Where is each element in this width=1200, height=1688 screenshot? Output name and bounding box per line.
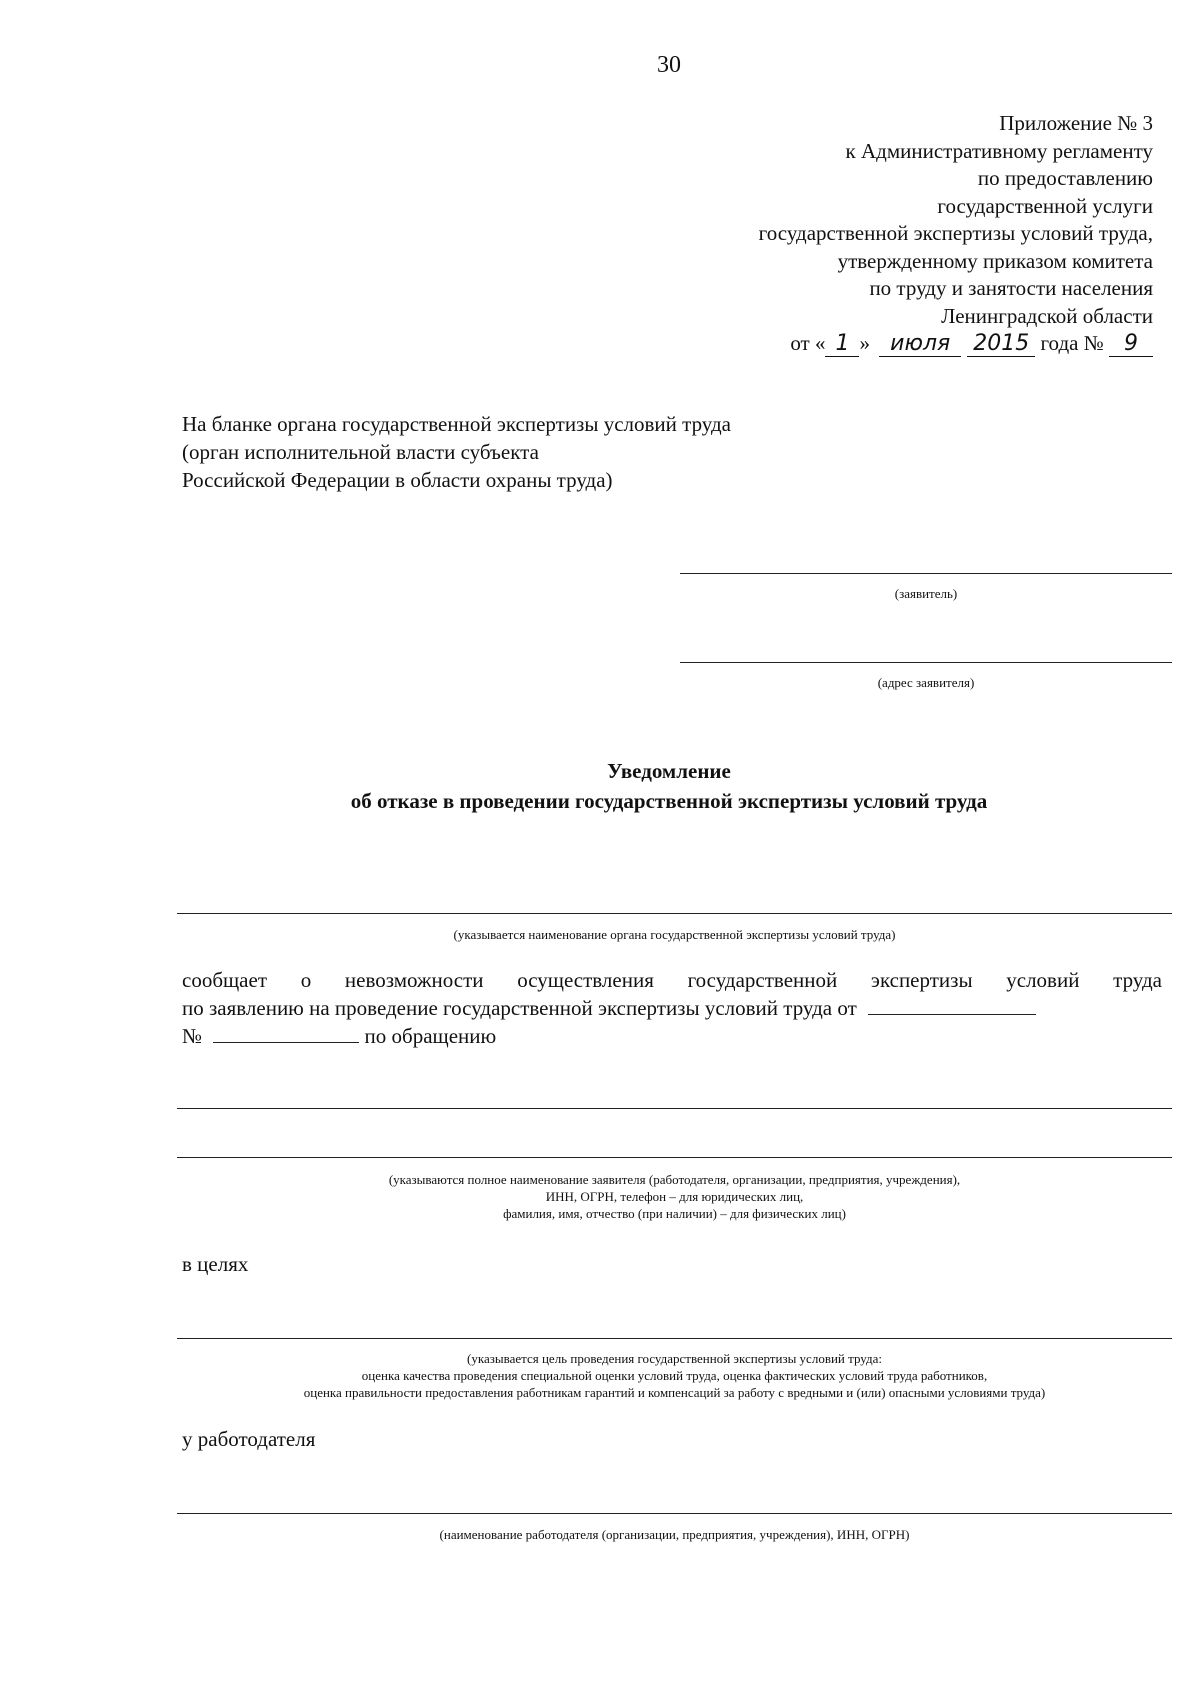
application-number-blank — [213, 1022, 359, 1043]
organ-field-line — [177, 913, 1172, 914]
body-line: сообщает о невозможности осуществления государственной экспертизы условий труда — [182, 968, 1162, 992]
purpose-field-line — [177, 1338, 1172, 1339]
appendix-line: государственной экспертизы условий труда, — [758, 221, 1153, 245]
caption-line: оценка качества проведения специальной оценки условий труда, оценка фактических условий труда работников, — [361, 1368, 988, 1383]
handwritten-order-number: 9 — [1109, 332, 1153, 357]
letterhead-note — [182, 410, 731, 494]
body-line — [182, 994, 1162, 1022]
body-paragraph — [182, 967, 1162, 1050]
body-line-text: по заявлению на проведение государственной экспертизы условий труда от — [182, 996, 857, 1020]
applicant-name-line-2 — [177, 1157, 1172, 1158]
organ-caption: (указывается наименование органа государственной экспертизы условий труда) — [453, 927, 896, 942]
address-field-line — [680, 662, 1172, 663]
date-suffix: года № — [1040, 331, 1104, 355]
document-title — [0, 756, 1200, 816]
order-date-line — [759, 330, 1153, 358]
appendix-line: к Административному регламенту — [845, 138, 1153, 163]
caption-line: фамилия, имя, отчество (при наличии) – для физических лиц) — [503, 1206, 846, 1221]
employer-label: у работодателя — [182, 1427, 316, 1451]
handwritten-year: 2015 — [967, 332, 1035, 357]
purpose-label: в целях — [182, 1252, 249, 1276]
appendix-line: по предоставлению — [977, 166, 1153, 190]
applicant-name-line-1 — [177, 1108, 1172, 1109]
letterhead-line: (орган исполнительной власти субъекта — [182, 440, 539, 464]
body-line — [182, 1022, 1162, 1050]
handwritten-day: 1 — [825, 332, 859, 357]
subtitle-line: об отказе в проведении государственной экспертизы условий труда — [350, 789, 988, 813]
date-prefix: от « — [790, 331, 826, 355]
caption-line: (указываются полное наименование заявителя (работодателя, организации, предприятия, учреждения), — [388, 1172, 961, 1187]
letterhead-line: Российской Федерации в области охраны труда) — [182, 468, 613, 492]
address-caption: (адрес заявителя) — [877, 675, 975, 690]
application-date-blank — [868, 994, 1036, 1015]
number-sign: № — [182, 1024, 203, 1048]
caption-line: оценка правильности предоставления работникам гарантий и компенсаций за работу с вредными и (или) опасными условиями труда) — [303, 1385, 1046, 1400]
applicant-field-line — [680, 573, 1172, 574]
appendix-line: Приложение № 3 — [999, 111, 1153, 135]
appendix-line: Ленинградской области — [941, 303, 1153, 328]
page-number: 30 — [657, 52, 681, 78]
body-line-text: по обращению — [364, 1024, 497, 1048]
title-line: Уведомление — [607, 759, 731, 783]
appendix-line: утвержденному приказом комитета — [837, 248, 1153, 273]
appendix-block — [759, 110, 1153, 358]
caption-line: (указывается цель проведения государственной экспертизы условий труда: — [467, 1351, 882, 1366]
caption-line: ИНН, ОГРН, телефон – для юридических лиц, — [545, 1189, 804, 1204]
employer-caption: (наименование работодателя (организации, предприятия, учреждения), ИНН, ОГРН) — [439, 1527, 910, 1542]
appendix-line: по труду и занятости населения — [869, 276, 1153, 300]
letterhead-line: На бланке органа государственной экспертизы условий труда — [182, 412, 731, 436]
date-mid: » — [859, 331, 870, 355]
purpose-caption — [177, 1350, 1172, 1401]
handwritten-month: июля — [879, 332, 961, 357]
applicant-caption: (заявитель) — [894, 586, 958, 601]
appendix-line: государственной услуги — [937, 193, 1153, 218]
employer-field-line — [177, 1513, 1172, 1514]
applicant-full-caption — [177, 1171, 1172, 1222]
